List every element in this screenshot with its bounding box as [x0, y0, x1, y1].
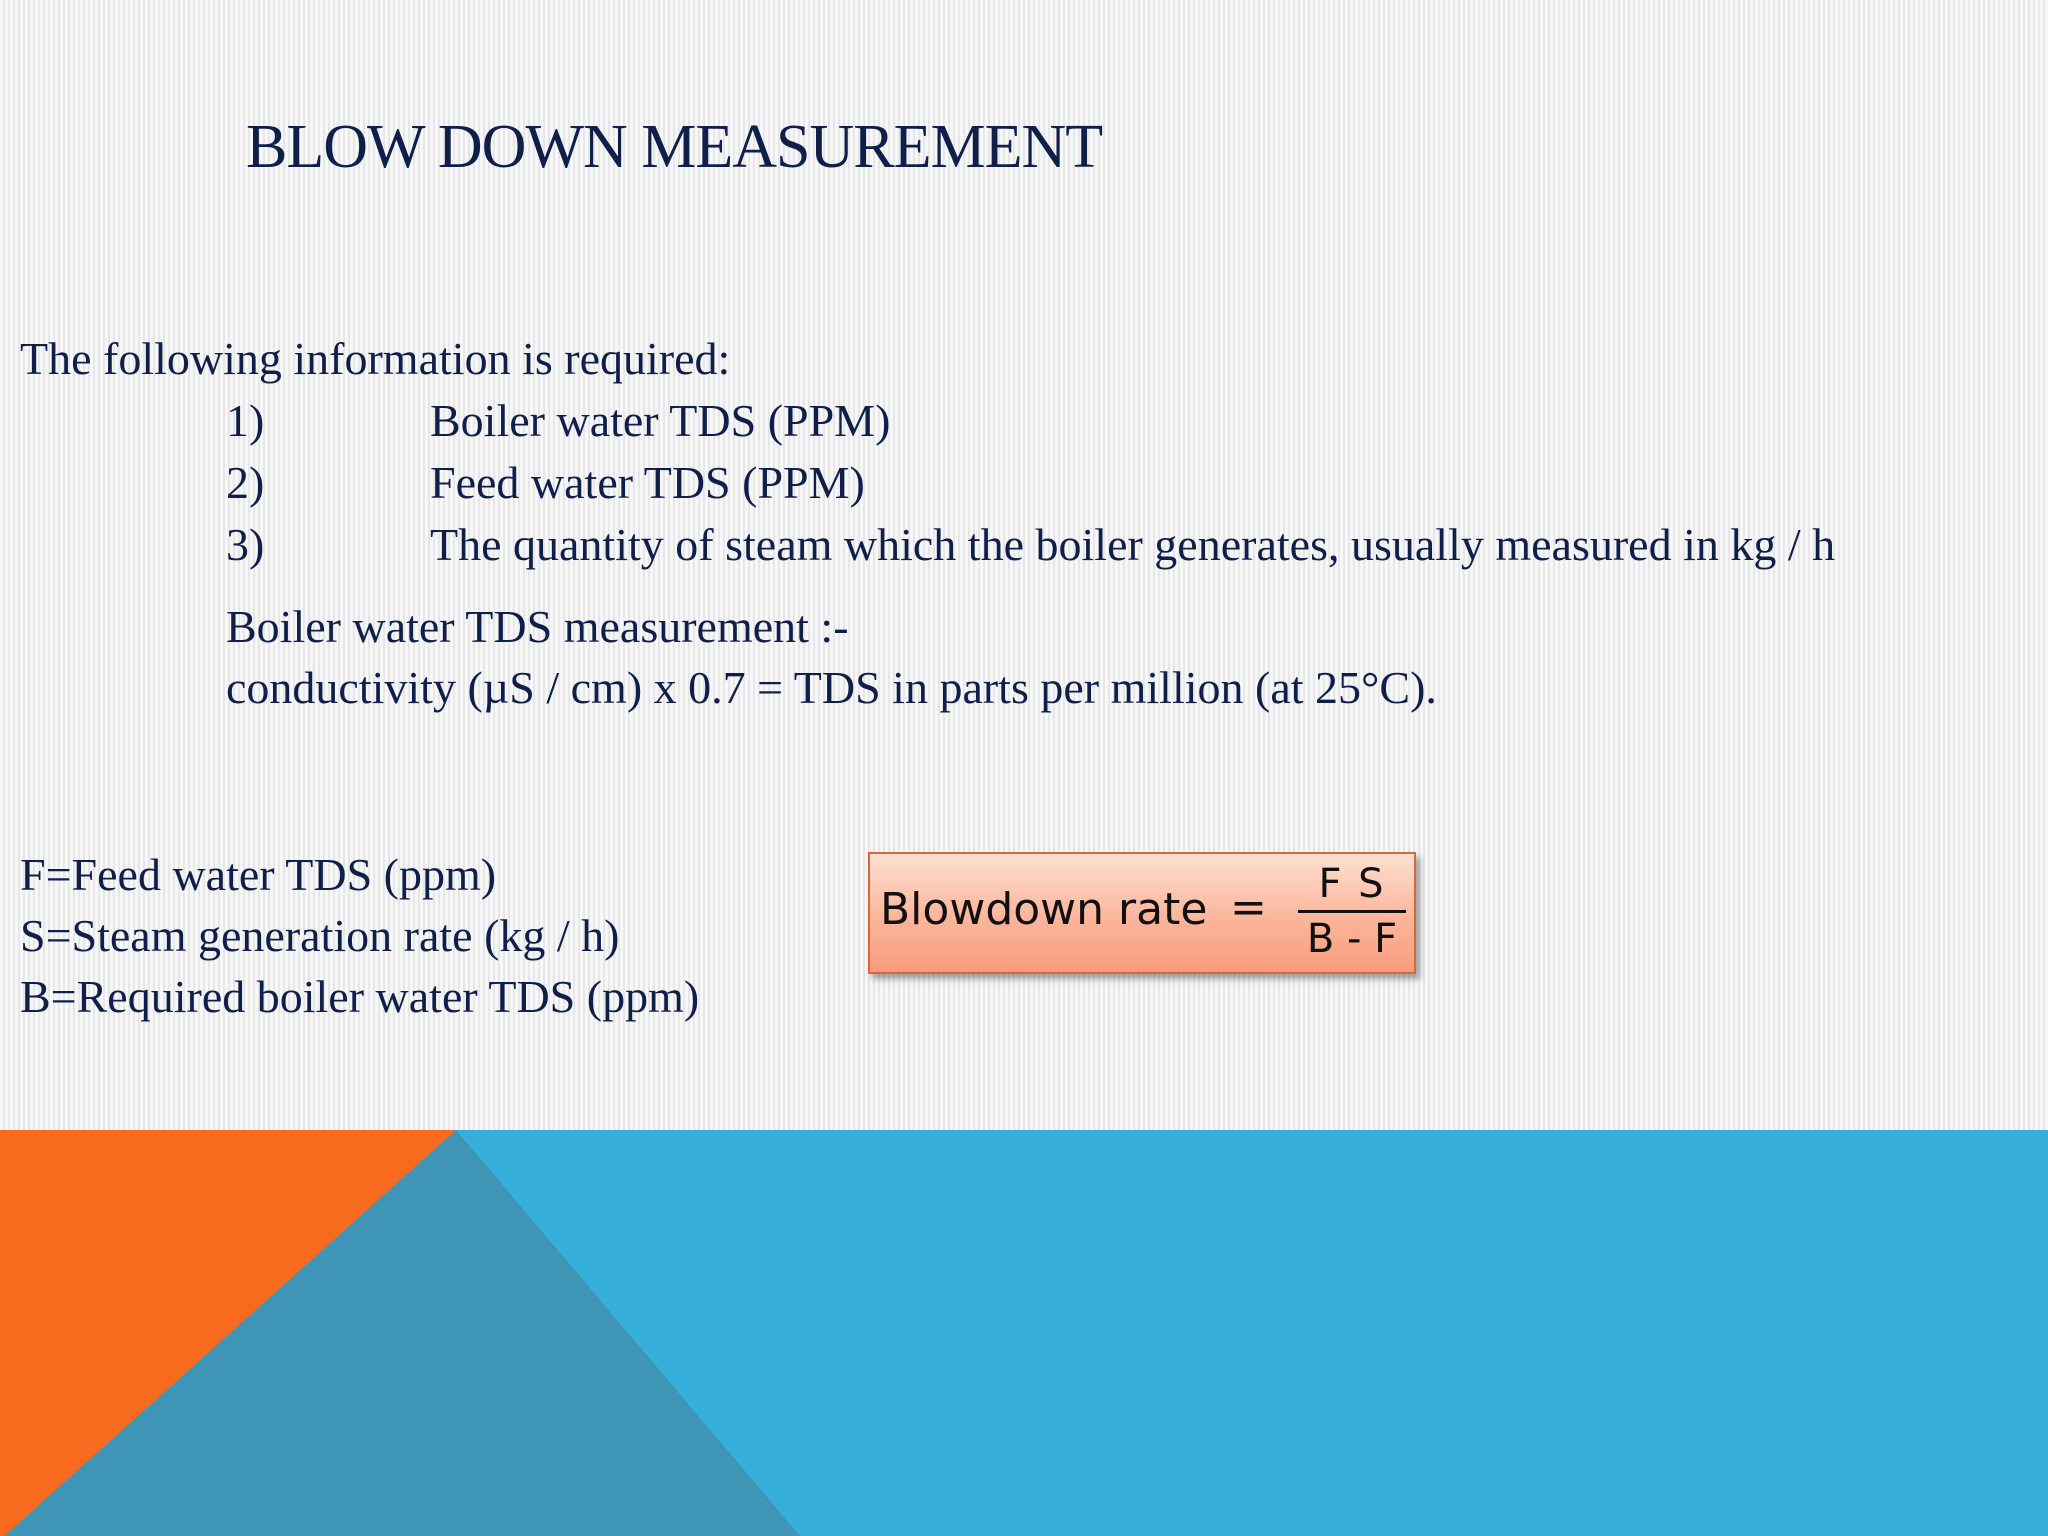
list-item-number: 1) — [226, 395, 265, 446]
footer-decoration — [0, 1130, 2048, 1536]
blowdown-formula-box — [868, 852, 1416, 974]
list-item-text: The quantity of steam which the boiler generates, usually measured in kg / h — [430, 519, 1836, 570]
formula-lhs: Blowdown rate — [880, 884, 1208, 935]
legend-feed-water: F=Feed water TDS (ppm) — [20, 849, 497, 900]
tds-heading: Boiler water TDS measurement :- — [226, 601, 849, 652]
variable-legend — [20, 844, 699, 1027]
tds-formula: conductivity (µS / cm) x 0.7 = TDS in parts per million (at 25°C). — [226, 662, 1437, 713]
list-item-number: 3) — [226, 519, 265, 570]
list-item-number: 2) — [226, 457, 265, 508]
fraction-bar — [1298, 910, 1406, 913]
formula-fraction — [1298, 860, 1406, 963]
legend-steam-rate: S=Steam generation rate (kg / h) — [20, 910, 620, 961]
formula-numerator: F S — [1318, 861, 1386, 907]
legend-boiler-tds: B=Required boiler water TDS (ppm) — [20, 971, 700, 1022]
tds-measurement — [226, 596, 1437, 718]
list-item-text: Boiler water TDS (PPM) — [430, 395, 891, 446]
slide-title: BLOW DOWN MEASUREMENT — [246, 113, 1103, 181]
intro-text: The following information is required: — [20, 333, 731, 384]
formula-equals: = — [1230, 882, 1267, 933]
formula-denominator: B - F — [1306, 916, 1398, 962]
list-item-text: Feed water TDS (PPM) — [430, 457, 865, 508]
